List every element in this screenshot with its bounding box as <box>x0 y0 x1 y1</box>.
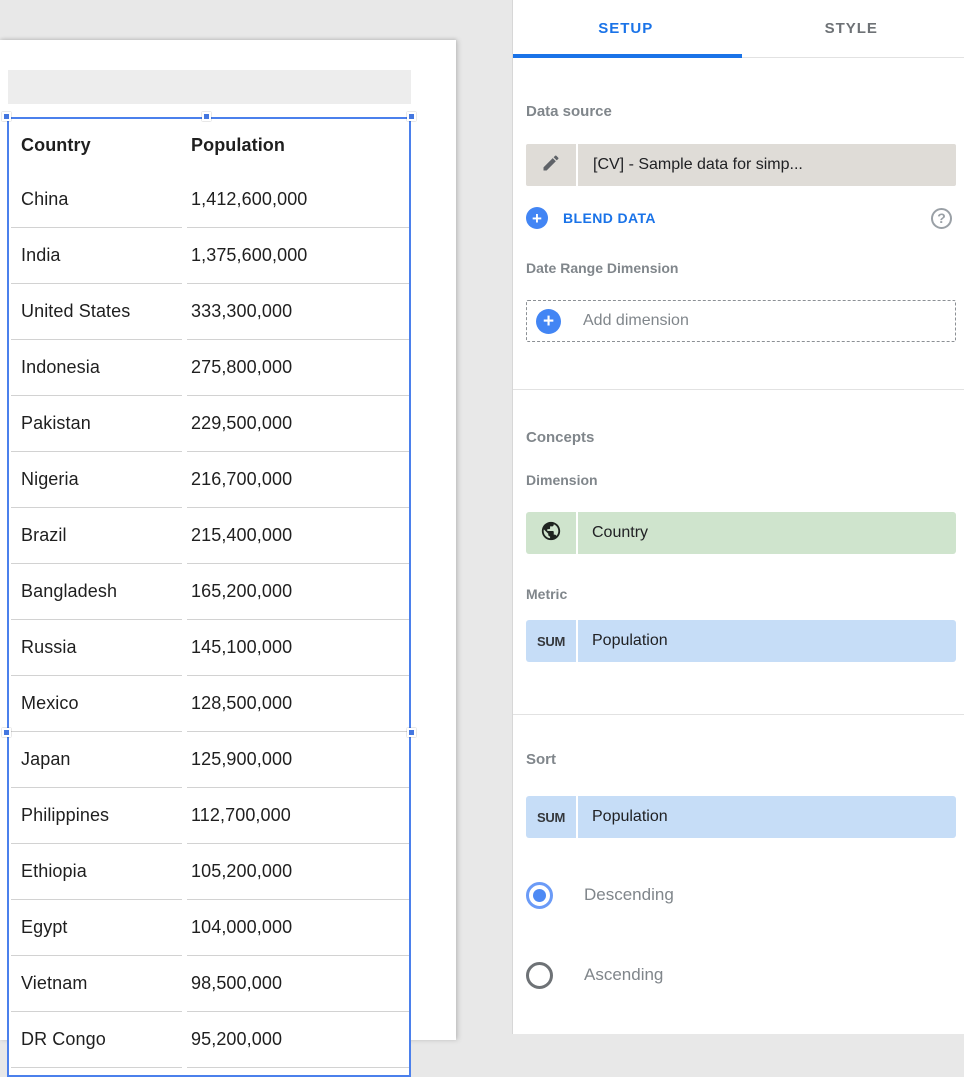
dimension-chip-country[interactable] <box>526 512 956 554</box>
country-cell: Indonesia <box>11 340 182 396</box>
country-cell: Ethiopia <box>11 844 182 900</box>
data-source-label: Data source <box>526 103 956 120</box>
population-cell: 215,400,000 <box>187 508 409 564</box>
table-row <box>9 844 409 900</box>
country-cell: Pakistan <box>11 396 182 452</box>
table-chart-component[interactable] <box>7 117 411 1077</box>
table-row <box>9 788 409 844</box>
sum-badge-text: SUM <box>537 810 565 825</box>
concepts-label: Concepts <box>526 429 956 446</box>
country-cell: Mexico <box>11 676 182 732</box>
country-cell: DR Congo <box>11 1012 182 1068</box>
population-cell: 95,200,000 <box>187 1012 409 1068</box>
population-cell: 128,500,000 <box>187 676 409 732</box>
active-tab-underline <box>513 54 742 58</box>
country-cell: Egypt <box>11 900 182 956</box>
table-row <box>9 956 409 1012</box>
concepts-section <box>513 429 964 714</box>
blend-data-button[interactable]: BLEND DATA <box>563 210 656 226</box>
selection-handle-top-right[interactable] <box>407 112 416 121</box>
population-cell: 229,500,000 <box>187 396 409 452</box>
table-row <box>9 620 409 676</box>
add-dimension-placeholder: Add dimension <box>583 312 689 330</box>
pencil-icon <box>541 153 561 178</box>
selection-handle-top-middle[interactable] <box>202 112 211 121</box>
date-range-dimension-label: Date Range Dimension <box>526 260 956 276</box>
table-row <box>9 1012 409 1068</box>
radio-button-descending[interactable] <box>526 882 553 909</box>
add-dimension-dropzone[interactable] <box>526 300 956 342</box>
population-cell: 125,900,000 <box>187 732 409 788</box>
descending-label: Descending <box>584 885 674 905</box>
section-divider <box>513 389 964 390</box>
population-cell: 105,200,000 <box>187 844 409 900</box>
table-row <box>9 564 409 620</box>
table-row <box>9 284 409 340</box>
sort-aggregation-badge[interactable] <box>526 796 576 838</box>
table-row <box>9 340 409 396</box>
table-row <box>9 732 409 788</box>
population-cell: 216,700,000 <box>187 452 409 508</box>
table-row <box>9 508 409 564</box>
properties-panel <box>512 0 964 1034</box>
metric-chip-label[interactable]: Population <box>578 620 956 662</box>
sort-descending-option[interactable] <box>526 881 956 909</box>
table-header-row <box>9 119 409 172</box>
population-cell: 98,500,000 <box>187 956 409 1012</box>
globe-icon <box>540 520 562 547</box>
table-row <box>9 676 409 732</box>
population-cell: 145,100,000 <box>187 620 409 676</box>
report-page[interactable] <box>0 40 456 1040</box>
section-divider <box>513 714 964 715</box>
tab-setup[interactable]: SETUP <box>513 0 739 57</box>
dimension-chip-label[interactable]: Country <box>578 512 956 554</box>
country-cell: Vietnam <box>11 956 182 1012</box>
table-row <box>9 228 409 284</box>
country-cell: Brazil <box>11 508 182 564</box>
population-cell: 112,700,000 <box>187 788 409 844</box>
edit-data-source-button[interactable] <box>526 144 576 186</box>
data-source-section <box>513 103 964 389</box>
population-cell: 165,200,000 <box>187 564 409 620</box>
table-row <box>9 172 409 228</box>
sort-ascending-option[interactable] <box>526 961 956 989</box>
ascending-label: Ascending <box>584 965 663 985</box>
data-source-name[interactable]: [CV] - Sample data for simp... <box>578 144 956 186</box>
country-cell: China <box>11 172 182 228</box>
blend-data-row <box>526 204 956 232</box>
tab-style[interactable]: STYLE <box>739 0 964 57</box>
country-cell: Philippines <box>11 788 182 844</box>
country-cell: India <box>11 228 182 284</box>
table-header-country: Country <box>11 119 182 172</box>
data-table <box>9 119 409 1068</box>
add-dimension-plus-icon: + <box>536 309 561 334</box>
country-cell: Japan <box>11 732 182 788</box>
population-cell: 104,000,000 <box>187 900 409 956</box>
table-row <box>9 900 409 956</box>
population-cell: 1,412,600,000 <box>187 172 409 228</box>
country-cell: Russia <box>11 620 182 676</box>
country-cell: United States <box>11 284 182 340</box>
sort-chip-population[interactable] <box>526 796 956 838</box>
selection-handle-mid-left[interactable] <box>2 728 11 737</box>
selection-handle-top-left[interactable] <box>2 112 11 121</box>
canvas-gray-bar[interactable] <box>8 70 411 104</box>
metric-aggregation-badge[interactable] <box>526 620 576 662</box>
sum-badge-text: SUM <box>537 634 565 649</box>
metric-chip-population[interactable] <box>526 620 956 662</box>
country-cell: Nigeria <box>11 452 182 508</box>
panel-tabs <box>513 0 964 58</box>
country-cell: Bangladesh <box>11 564 182 620</box>
sort-label: Sort <box>526 751 956 768</box>
sort-chip-label[interactable]: Population <box>578 796 956 838</box>
population-cell: 333,300,000 <box>187 284 409 340</box>
blend-plus-icon[interactable]: + <box>526 207 548 229</box>
sort-section <box>513 751 964 989</box>
table-header-population: Population <box>187 119 409 172</box>
population-cell: 275,800,000 <box>187 340 409 396</box>
selection-handle-mid-right[interactable] <box>407 728 416 737</box>
table-row <box>9 452 409 508</box>
dimension-label: Dimension <box>526 472 956 488</box>
metric-label: Metric <box>526 586 956 602</box>
help-icon[interactable]: ? <box>931 208 952 229</box>
radio-button-ascending[interactable] <box>526 962 553 989</box>
population-cell: 1,375,600,000 <box>187 228 409 284</box>
table-row <box>9 396 409 452</box>
dimension-type-badge[interactable] <box>526 512 576 554</box>
data-source-chip[interactable] <box>526 144 956 186</box>
